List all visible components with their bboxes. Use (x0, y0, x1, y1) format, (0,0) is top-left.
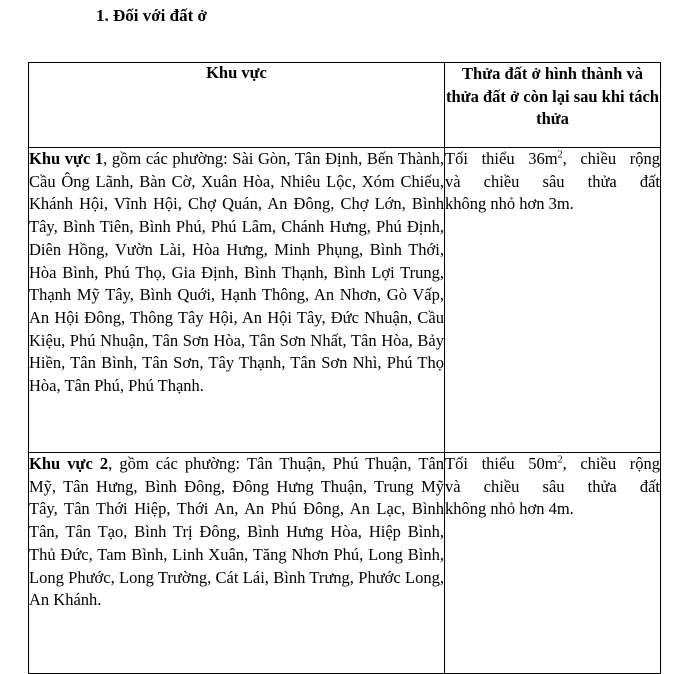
table-row (29, 453, 661, 674)
land-subdivision-table (28, 62, 661, 674)
area-name: Khu vực 1 (29, 149, 104, 168)
table-header-row (29, 63, 661, 148)
header-area: Khu vực (29, 63, 445, 148)
requirement-min-area: Tối thiểu 36m (445, 149, 558, 168)
requirement-text: , chiều rộng (562, 149, 660, 168)
area-cell (29, 453, 445, 674)
requirement-line: và chiều sâu thửa đất (445, 171, 660, 191)
header-requirement: Thửa đất ở hình thành và thửa đất ở còn lại sau khi tách thửa (445, 63, 661, 148)
area-unit-exponent: 2 (557, 454, 563, 466)
requirement-cell (445, 453, 661, 674)
area-wards: , gồm các phường: Sài Gòn, Tân Định, Bến Thành, Cầu Ông Lãnh, Bàn Cờ, Xuân Hòa, Nhiêu Lộc, Xóm Chiếu, Khánh Hội, Vĩnh Hội, Chợ Quán, An Đông, Chợ Lớn, Bình Tây, Bình Tiên, Bình Phú, Phú Lâm, Chánh Hưng, Phú Định, Diên Hồng, Vườn Lài, Hòa Hưng, Minh Phụng, Bình Thới, Hòa Bình, Phú Thọ, Gia Định, Bình Thạnh, Bình Lợi Trung, Thạnh Mỹ Tây, Bình Quới, Hạnh Thông, An Nhơn, Gò Vấp, An Hội Đông, Thông Tây Hội, An Hội Tây, Đức Nhuận, Cầu Kiệu, Phú Nhuận, Tân Sơn Hòa, Tân Sơn Nhất, Tân Hòa, Bảy Hiền, Tân Bình, Tân Sơn, Tây Thạnh, Tân Sơn Nhì, Phú Thọ Hòa, Tân Phú, Phú Thạnh. (29, 149, 444, 396)
requirement-line (445, 148, 660, 171)
area-cell (29, 148, 445, 453)
requirement-text: , chiều rộng (562, 454, 660, 473)
requirement-line: và chiều sâu thửa đất (445, 476, 660, 496)
requirement-min-area: Tối thiểu 50m (445, 454, 558, 473)
requirement-line: không nhỏ hơn 3m. (445, 194, 574, 214)
requirement-cell (445, 148, 661, 453)
area-unit-exponent: 2 (557, 149, 563, 161)
requirement-line (445, 453, 660, 476)
requirement-line: không nhỏ hơn 4m. (445, 499, 574, 519)
table-row (29, 148, 661, 453)
area-name: Khu vực 2 (29, 454, 109, 473)
area-wards: , gồm các phường: Tân Thuận, Phú Thuận, Tân Mỹ, Tân Hưng, Bình Đông, Đông Hưng Thuận, Trung Mỹ Tây, Tân Thới Hiệp, Thới An, An Phú Đông, An Lạc, Bình Tân, Tân Tạo, Bình Trị Đông, Bình Hưng Hòa, Hiệp Bình, Thủ Đức, Tam Bình, Linh Xuân, Tăng Nhơn Phú, Long Bình, Long Phước, Long Trường, Cát Lái, Bình Trưng, Phước Long, An Khánh. (29, 454, 444, 610)
section-heading: 1. Đối với đất ở (96, 6, 207, 25)
